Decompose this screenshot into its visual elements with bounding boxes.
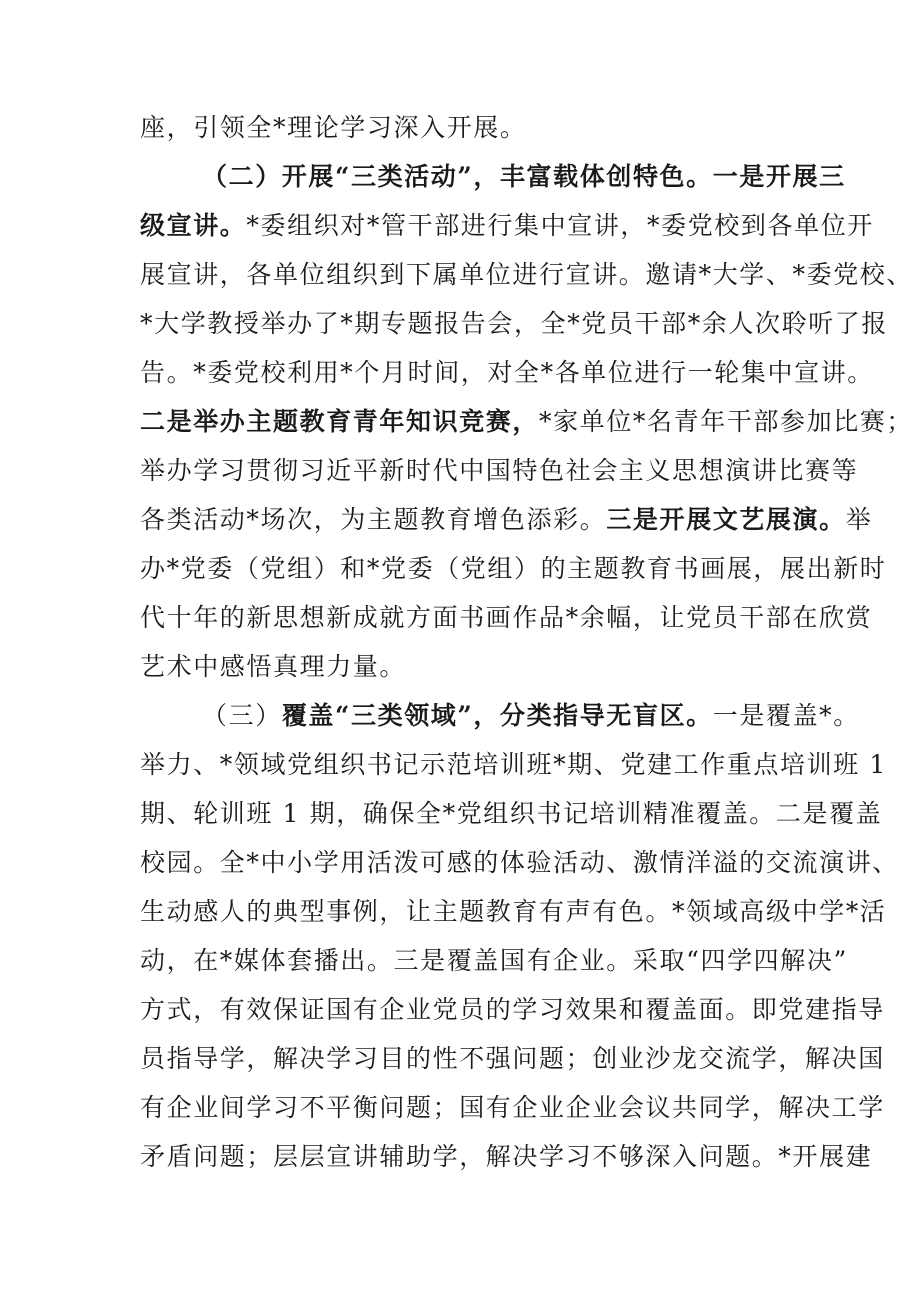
text-line [140, 400, 914, 444]
text-line [140, 890, 887, 934]
text-line [140, 792, 883, 836]
text-run: 员指导学，解决学习目的性不强问题；创业沙龙交流学，解决国 [140, 1044, 885, 1073]
text-run: 告。*委党校利用*个月时间，对全*各单位进行一轮集中宣讲。 [140, 358, 874, 387]
text-run: 动，在*媒体套播出。三是覆盖国有企业。采取“四学四解决” [140, 946, 848, 975]
text-run: 一是覆盖*。 [712, 701, 860, 730]
text-line [140, 351, 874, 395]
text-line [140, 596, 873, 640]
text-line [140, 988, 885, 1032]
text-line [140, 645, 800, 689]
bold-text-run: 覆盖“三类领域”，分类指导无盲区。 [281, 701, 713, 730]
bold-text-run: 二是举办主题教育青年知识竞赛， [140, 407, 540, 436]
text-run: 期、轮训班 1 期，确保全*党组织书记培训精准覆盖。二是覆盖 [140, 799, 883, 828]
bold-text-run: 三是开展文艺展演。 [606, 505, 846, 534]
text-run: 代十年的新思想新成就方面书画作品*余幅，让党员干部在欣赏 [140, 603, 873, 632]
text-line [140, 253, 914, 297]
bold-text-run: （二）开展“三类活动”，丰富载体创特色。一是开展三 [202, 162, 846, 191]
text-run: *家单位*名青年干部参加比赛； [539, 407, 914, 436]
text-line [140, 1037, 885, 1081]
text-run: 矛盾问题；层层宣讲辅助学，解决学习不够深入问题。*开展建 [140, 1142, 873, 1171]
text-run: （三） [202, 701, 282, 730]
text-line [140, 449, 859, 493]
text-run: 方式，有效保证国有企业党员的学习效果和覆盖面。即党建指导 [140, 995, 885, 1024]
text-run: *委组织对*管干部进行集中宣讲，*委党校到各单位开 [246, 211, 874, 240]
text-run: 各类活动*场次，为主题教育增色添彩。 [140, 505, 607, 534]
bold-text-run: 级宣讲。 [140, 211, 247, 240]
text-line [140, 547, 887, 591]
text-line [140, 939, 848, 983]
text-line [140, 106, 800, 150]
text-line [140, 204, 874, 248]
text-run: 举办学习贯彻习近平新时代中国特色社会主义思想演讲比赛等 [140, 456, 859, 485]
text-line [202, 155, 846, 199]
text-line [140, 302, 889, 346]
text-line [140, 1135, 873, 1179]
text-run: 举 [845, 505, 873, 534]
text-run: *大学教授举办了*期专题报告会，全*党员干部*余人次聆听了报 [140, 309, 889, 338]
text-line [140, 1086, 885, 1130]
text-run: 办*党委（党组）和*党委（党组）的主题教育书画展，展出新时 [140, 554, 887, 583]
text-run: 生动感人的典型事例，让主题教育有声有色。*领域高级中学*活 [140, 897, 887, 926]
text-line [140, 841, 899, 885]
text-run: 校园。全*中小学用活泼可感的体验活动、激情洋溢的交流演讲、 [140, 848, 899, 877]
text-run: 座，引领全*理论学习深入开展。 [140, 113, 527, 142]
text-line [140, 743, 887, 787]
text-line [140, 498, 873, 542]
text-line [202, 694, 860, 738]
text-run: 展宣讲，各单位组织到下属单位进行宣讲。邀请*大学、*委党校、 [140, 260, 914, 289]
text-run: 有企业间学习不平衡问题；国有企业企业会议共同学，解决工学 [140, 1093, 885, 1122]
text-run: 举力、*领域党组织书记示范培训班*期、党建工作重点培训班 1 [140, 750, 887, 779]
text-run: 艺术中感悟真理力量。 [140, 652, 407, 681]
